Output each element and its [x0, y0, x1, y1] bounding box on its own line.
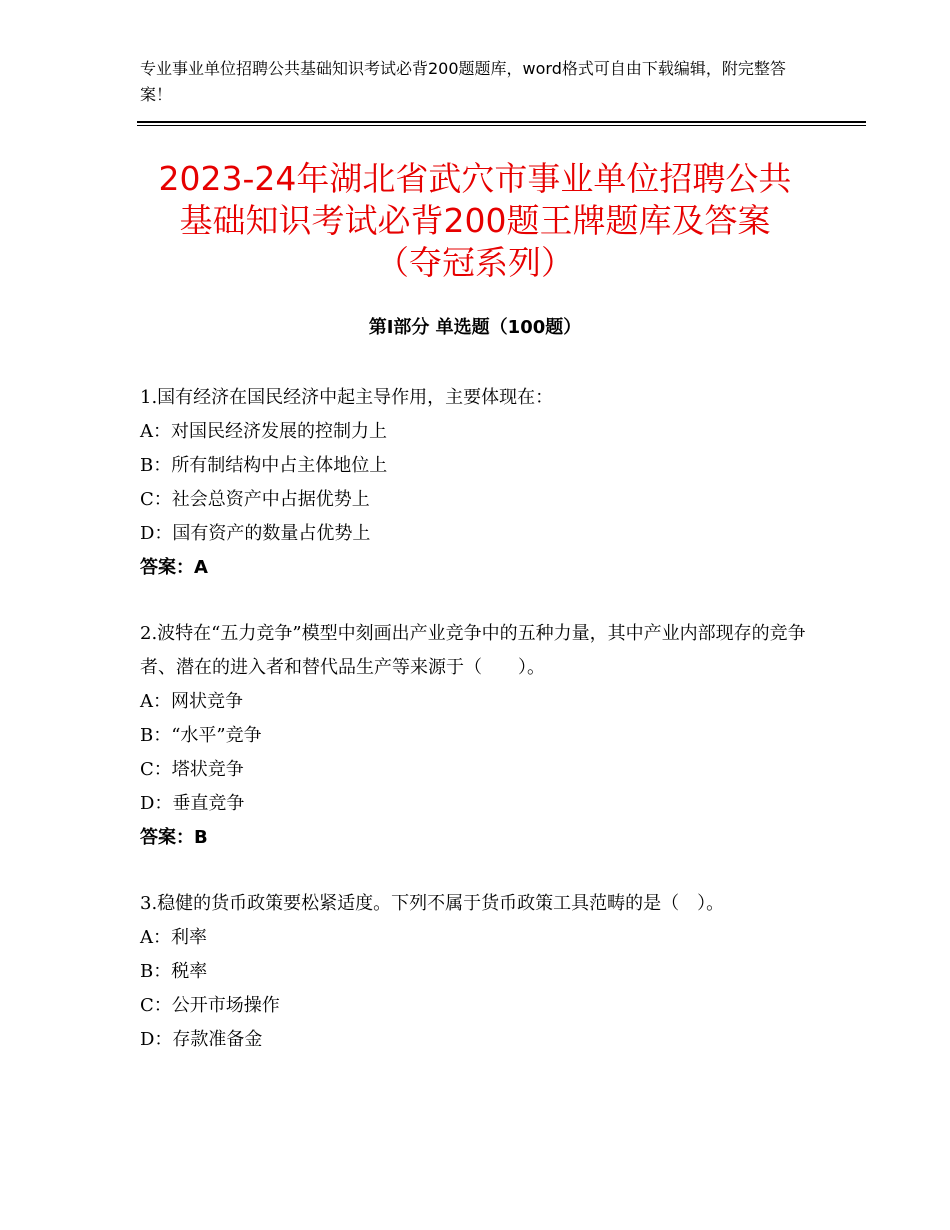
title-line-1: 2023-24年湖北省武穴市事业单位招聘公共: [158, 159, 792, 198]
section-heading: 第Ⅰ部分 单选题（100题）: [368, 317, 582, 338]
option-d: D：存款准备金: [140, 1029, 263, 1050]
title-line-2: 基础知识考试必背200题王牌题库及答案: [179, 201, 771, 240]
option-a: A：对国民经济发展的控制力上: [140, 421, 387, 442]
option-b: B：所有制结构中占主体地位上: [140, 455, 388, 476]
option-a: A：利率: [140, 927, 207, 948]
option-c: C：塔状竞争: [140, 759, 244, 780]
answer: 答案：A: [140, 557, 208, 578]
question-3: [140, 887, 810, 1057]
title-line-3: （夺冠系列）: [376, 243, 574, 282]
option-b: B：“水平”竞争: [140, 725, 262, 746]
question-stem: 3.稳健的货币政策要松紧适度。下列不属于货币政策工具范畴的是（ ）。: [140, 893, 725, 914]
option-d: D：国有资产的数量占优势上: [140, 523, 371, 544]
header-note: 专业事业单位招聘公共基础知识考试必背200题题库，word格式可自由下载编辑，附完整答案！: [140, 59, 786, 104]
question-stem: 2.波特在“五力竞争”模型中刻画出产业竞争中的五种力量，其中产业内部现存的竞争者、潜在的进入者和替代品生产等来源于（ ）。: [140, 623, 806, 678]
header-divider: [137, 121, 866, 126]
option-a: A：网状竞争: [140, 691, 243, 712]
question-1: [140, 381, 810, 585]
question-stem: 1.国有经济在国民经济中起主导作用，主要体现在：: [140, 387, 554, 408]
spacer: [140, 855, 810, 887]
option-b: B：税率: [140, 961, 208, 982]
spacer: [140, 585, 810, 617]
document-title: [137, 158, 813, 284]
answer: 答案：B: [140, 827, 208, 848]
question-list: [140, 381, 810, 1057]
option-c: C：公开市场操作: [140, 995, 280, 1016]
question-2: [140, 617, 810, 855]
option-c: C：社会总资产中占据优势上: [140, 489, 370, 510]
option-d: D：垂直竞争: [140, 793, 245, 814]
